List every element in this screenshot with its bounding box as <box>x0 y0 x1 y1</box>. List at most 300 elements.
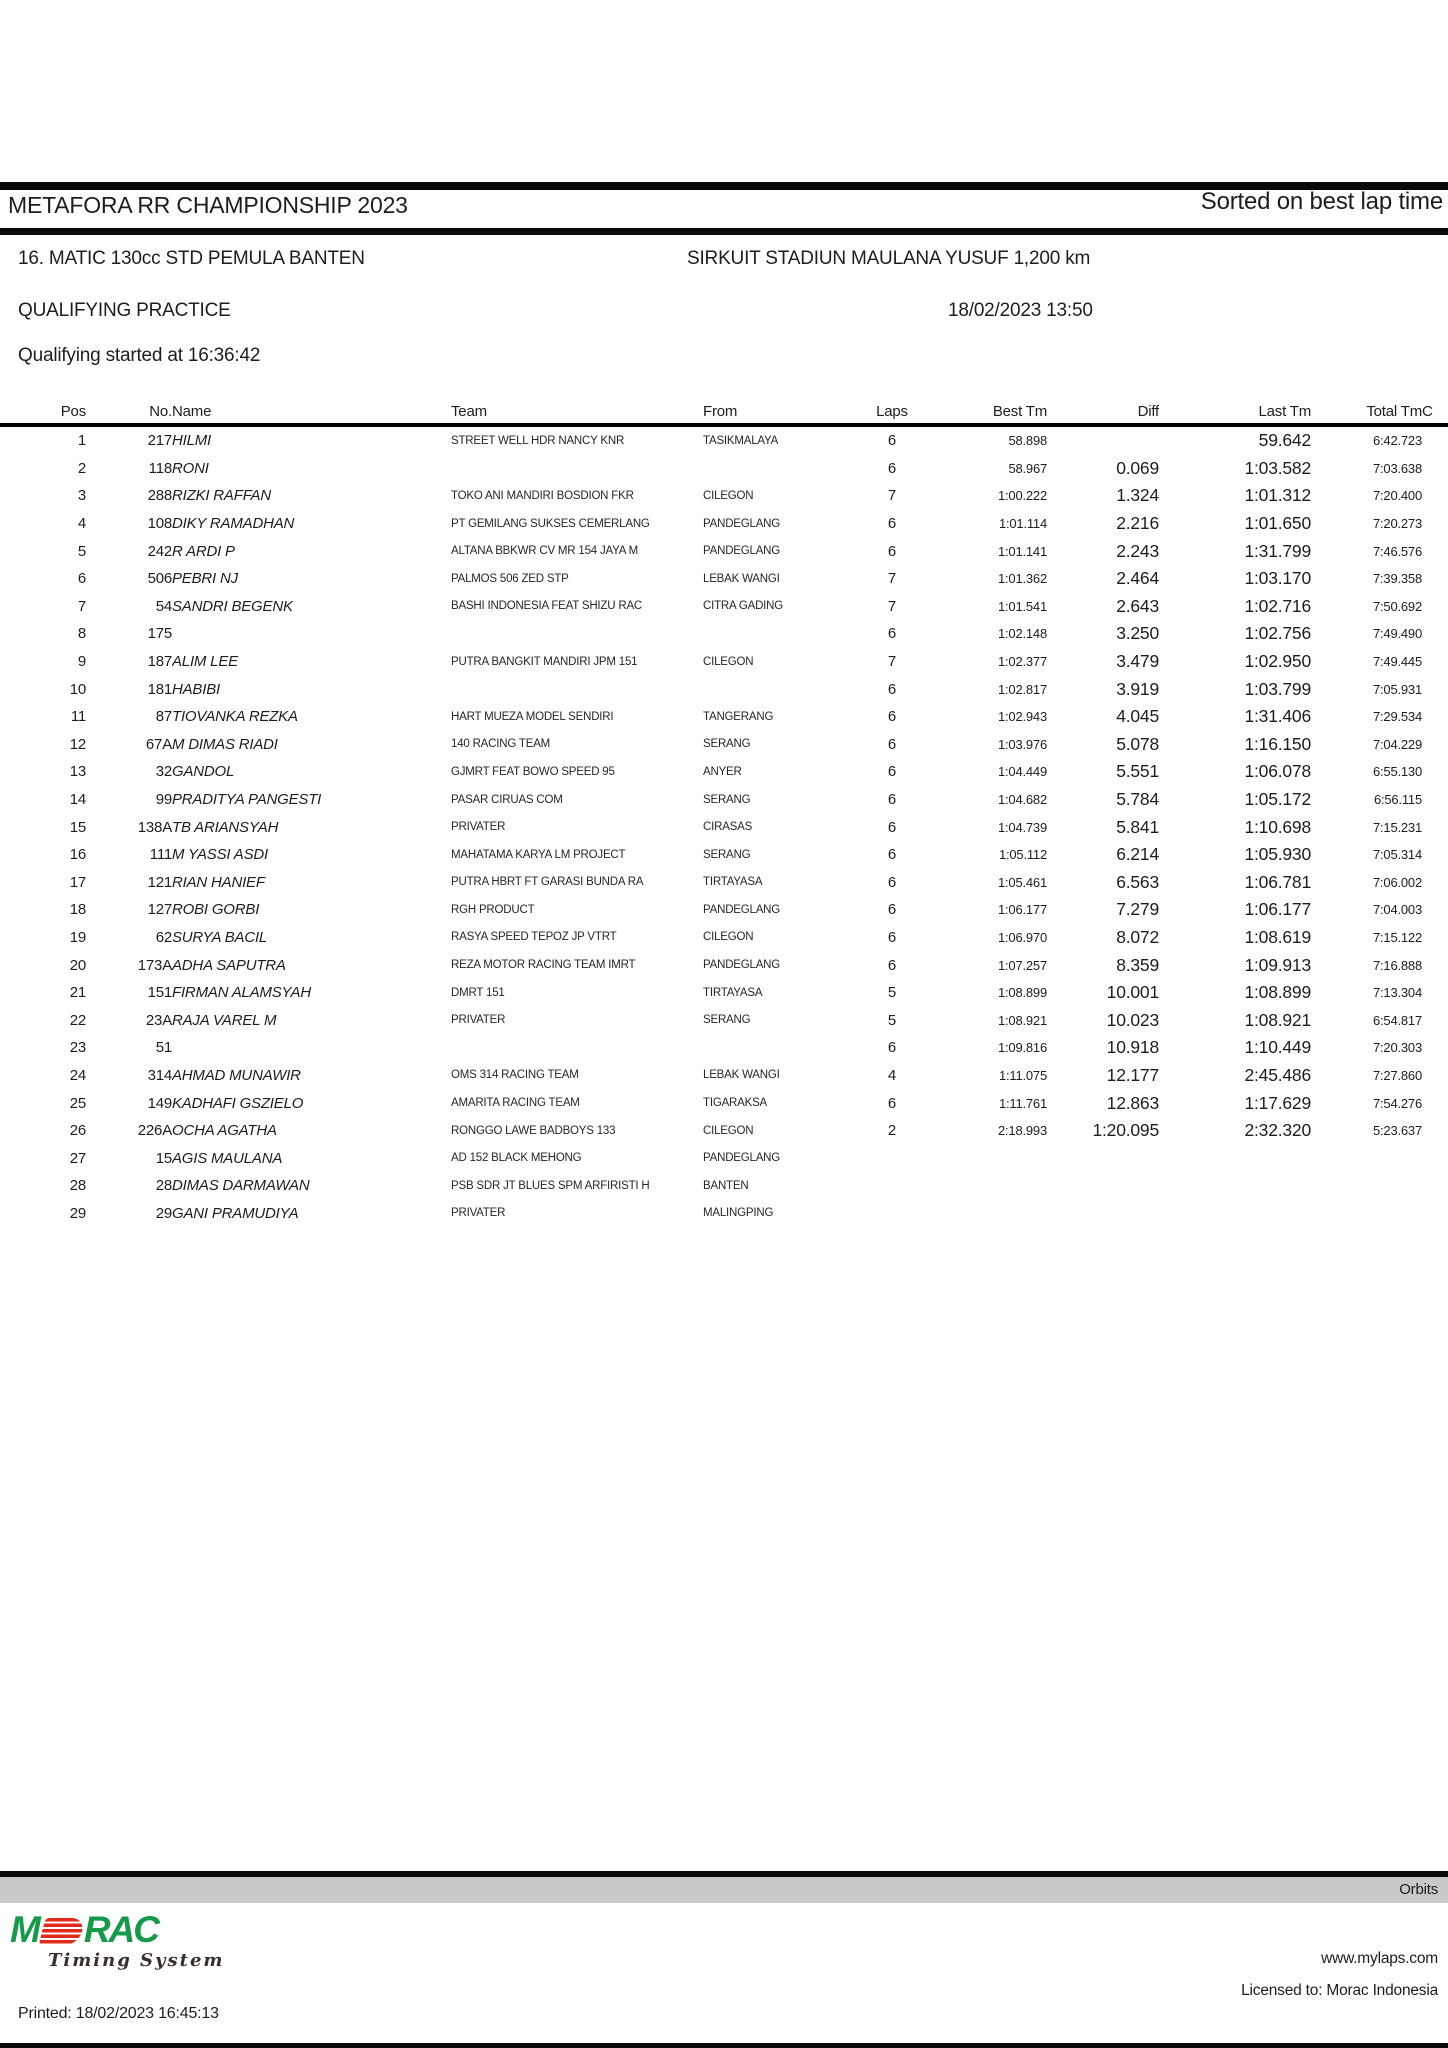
cell-team: PSB SDR JT BLUES SPM ARFIRISTI H <box>451 1179 650 1192</box>
cell-best: 1:04.739 <box>997 819 1047 835</box>
cell-diff <box>1047 1144 1159 1172</box>
cell-best: 1:07.257 <box>997 957 1047 973</box>
cell-pos: 29 <box>69 1204 86 1222</box>
cell-from <box>703 675 848 703</box>
cell-cls <box>1422 1172 1448 1200</box>
cell-cls <box>1422 648 1448 676</box>
cell-laps: 2 <box>887 1122 897 1140</box>
cell-best: 1:02.817 <box>997 681 1047 697</box>
cell-diff: 3.479 <box>1116 651 1159 672</box>
cell-cls <box>1422 924 1448 952</box>
cell-best <box>936 1172 1047 1200</box>
cell-best: 1:05.112 <box>998 847 1047 863</box>
cell-name: SANDRI BEGENK <box>172 597 293 615</box>
cell-laps: 6 <box>887 846 897 864</box>
cell-last: 1:10.449 <box>1244 1037 1311 1058</box>
cell-from: SERANG <box>703 738 751 751</box>
cell-best: 1:04.449 <box>997 764 1047 780</box>
cell-pos: 6 <box>77 570 86 588</box>
cell-name: R ARDI P <box>172 542 235 560</box>
cell-name: DIKY RAMADHAN <box>172 515 295 533</box>
session-name: QUALIFYING PRACTICE <box>18 300 231 321</box>
cell-laps: 6 <box>887 680 897 698</box>
cell-pos: 16 <box>69 846 86 864</box>
cell-pos: 14 <box>69 791 86 809</box>
cell-laps: 6 <box>887 515 897 533</box>
cell-name: HABIBI <box>172 680 220 698</box>
cell-last: 2:45.486 <box>1244 1064 1311 1085</box>
cell-last: 1:08.619 <box>1244 926 1311 947</box>
cell-no: 51 <box>155 1039 172 1057</box>
cell-cls <box>1422 703 1448 731</box>
header-name: Name <box>172 403 212 420</box>
cell-total: 7:15.231 <box>1372 819 1422 835</box>
cell-no: 15 <box>155 1149 172 1167</box>
orbits-bar <box>0 1877 1448 1903</box>
cell-cls <box>1422 731 1448 759</box>
cell-total: 7:54.276 <box>1372 1095 1422 1111</box>
table-row <box>0 951 1448 979</box>
cell-no: 173A <box>137 956 172 974</box>
cell-name: SURYA BACIL <box>172 928 268 946</box>
started-note: Qualifying started at 16:36:42 <box>18 345 261 366</box>
header-from: From <box>703 403 738 420</box>
cell-cls <box>1422 869 1448 897</box>
cell-total: 7:06.002 <box>1372 874 1422 890</box>
table-row <box>0 593 1448 621</box>
header-last-tm: Last Tm <box>1258 403 1311 420</box>
cell-total: 7:05.314 <box>1372 847 1422 863</box>
cell-name: ROBI GORBI <box>172 901 260 919</box>
cell-last: 1:01.312 <box>1244 485 1311 506</box>
cell-name: RIAN HANIEF <box>172 873 265 891</box>
cell-best: 1:06.177 <box>997 902 1047 918</box>
cell-diff: 12.177 <box>1106 1064 1159 1085</box>
cell-no: 288 <box>147 487 172 505</box>
cell-best <box>936 1200 1047 1228</box>
cell-from: TIGARAKSA <box>703 1097 768 1110</box>
cell-team: RASYA SPEED TEPOZ JP VTRT <box>451 931 617 944</box>
event-title: METAFORA RR CHAMPIONSHIP 2023 <box>8 192 408 218</box>
cell-team: MAHATAMA KARYA LM PROJECT <box>451 848 626 861</box>
cell-cls <box>1422 537 1448 565</box>
cell-total: 7:49.445 <box>1372 654 1422 670</box>
cell-from: CILEGON <box>703 489 754 502</box>
cell-diff: 10.918 <box>1106 1037 1159 1058</box>
cell-pos: 15 <box>69 818 86 836</box>
cell-cls <box>1422 758 1448 786</box>
cell-best: 1:11.075 <box>998 1067 1047 1083</box>
cell-best: 1:01.114 <box>998 516 1047 532</box>
cell-name: RAJA VAREL M <box>172 1011 277 1029</box>
cell-pos: 26 <box>69 1122 86 1140</box>
cell-no: 121 <box>147 873 172 891</box>
header-no: No. <box>149 403 172 420</box>
cell-best: 1:02.377 <box>997 654 1047 670</box>
cell-no: 151 <box>147 984 172 1002</box>
table-row <box>0 841 1448 869</box>
cell-total: 7:20.273 <box>1372 516 1422 532</box>
table-row <box>0 786 1448 814</box>
cell-total: 5:23.637 <box>1372 1123 1422 1139</box>
cell-last: 1:08.899 <box>1244 982 1311 1003</box>
banner-bottom-rule <box>0 228 1448 235</box>
cell-team: PRIVATER <box>451 1014 506 1027</box>
cell-cls <box>1422 1200 1448 1228</box>
table-row <box>0 758 1448 786</box>
cell-no: 99 <box>155 791 172 809</box>
cell-name: RIZKI RAFFAN <box>172 487 271 505</box>
cell-cls <box>1422 1144 1448 1172</box>
cell-no: 226A <box>137 1122 172 1140</box>
cell-name: PRADITYA PANGESTI <box>172 791 322 809</box>
cell-no: 111 <box>149 846 172 864</box>
cell-pos: 13 <box>69 763 86 781</box>
cell-name: TIOVANKA REZKA <box>172 708 298 726</box>
cell-best: 1:06.970 <box>997 929 1047 945</box>
cell-total: 7:20.303 <box>1372 1040 1422 1056</box>
cell-from: CILEGON <box>703 1124 754 1137</box>
cell-no: 314 <box>147 1066 172 1084</box>
cell-no: 127 <box>147 901 172 919</box>
cell-diff: 3.250 <box>1116 623 1159 644</box>
cell-name: M DIMAS RIADI <box>172 735 278 753</box>
cell-cls <box>1422 841 1448 869</box>
cell-diff: 7.279 <box>1116 899 1159 920</box>
cell-best: 1:09.816 <box>997 1040 1047 1056</box>
table-row <box>0 537 1448 565</box>
table-row <box>0 731 1448 759</box>
cell-pos: 18 <box>69 901 86 919</box>
cell-last: 1:06.177 <box>1244 899 1311 920</box>
cell-best: 1:00.222 <box>997 488 1047 504</box>
cell-diff: 2.464 <box>1116 568 1159 589</box>
cell-best: 1:01.541 <box>997 598 1047 614</box>
cell-team: HART MUEZA MODEL SENDIRI <box>451 710 614 723</box>
cell-cls <box>1422 1089 1448 1117</box>
cell-laps: 6 <box>887 735 897 753</box>
cell-total <box>1311 1200 1422 1228</box>
cell-pos: 24 <box>69 1066 86 1084</box>
cell-from: LEBAK WANGI <box>703 1069 780 1082</box>
cell-team: 140 RACING TEAM <box>451 738 551 751</box>
cell-total <box>1311 1172 1422 1200</box>
table-row <box>0 425 1448 455</box>
cell-last: 1:02.716 <box>1244 595 1311 616</box>
cell-name: KADHAFI GSZIELO <box>172 1094 304 1112</box>
cell-from: CILEGON <box>703 655 754 668</box>
cell-team: PUTRA BANGKIT MANDIRI JPM 151 <box>451 655 638 668</box>
cell-from: SERANG <box>703 848 751 861</box>
cell-last: 59.642 <box>1258 430 1311 451</box>
cell-from: SERANG <box>703 793 751 806</box>
cell-no: 506 <box>147 570 172 588</box>
cell-diff: 5.078 <box>1116 733 1159 754</box>
cell-diff: 8.072 <box>1116 926 1159 947</box>
cell-name: TB ARIANSYAH <box>172 818 279 836</box>
cell-total: 6:54.817 <box>1372 1012 1422 1028</box>
table-row <box>0 979 1448 1007</box>
cell-last: 1:09.913 <box>1244 954 1311 975</box>
cell-from: BANTEN <box>703 1179 749 1192</box>
cell-team: RONGGO LAWE BADBOYS 133 <box>451 1124 616 1137</box>
cell-no: 23A <box>145 1011 172 1029</box>
table-row <box>0 510 1448 538</box>
cell-total: 7:29.534 <box>1372 709 1422 725</box>
cell-pos: 22 <box>69 1011 86 1029</box>
cell-team: AMARITA RACING TEAM <box>451 1097 580 1110</box>
cell-from: MALINGPING <box>703 1207 774 1220</box>
results-body <box>0 425 1448 1227</box>
cell-from: SERANG <box>703 1014 751 1027</box>
cell-from: LEBAK WANGI <box>703 572 780 585</box>
cell-total: 6:42.723 <box>1372 433 1422 449</box>
cell-no: 62 <box>155 928 172 946</box>
cell-cls <box>1422 951 1448 979</box>
header-pos: Pos <box>60 403 86 420</box>
table-row <box>0 703 1448 731</box>
cell-total: 7:49.490 <box>1372 626 1422 642</box>
cell-diff: 8.359 <box>1116 954 1159 975</box>
cell-pos: 23 <box>69 1039 86 1057</box>
cell-laps <box>848 1144 936 1172</box>
table-row <box>0 1006 1448 1034</box>
table-row <box>0 1200 1448 1228</box>
cell-diff <box>1047 1172 1159 1200</box>
cell-last: 1:03.799 <box>1244 678 1311 699</box>
cell-last: 1:06.078 <box>1244 761 1311 782</box>
class-name: 16. MATIC 130cc STD PEMULA BANTEN <box>18 248 365 269</box>
mylaps-url: www.mylaps.com <box>1321 1950 1438 1967</box>
cell-from: TASIKMALAYA <box>703 434 779 447</box>
cell-best: 2:18.993 <box>997 1123 1047 1139</box>
cell-pos: 9 <box>77 653 86 671</box>
header-diff: Diff <box>1137 403 1159 420</box>
cell-pos: 10 <box>69 680 86 698</box>
cell-cls <box>1422 675 1448 703</box>
table-row <box>0 455 1448 483</box>
cell-team: GJMRT FEAT BOWO SPEED 95 <box>451 765 615 778</box>
cell-from: PANDEGLANG <box>703 545 781 558</box>
cell-name <box>172 620 451 648</box>
cell-from: TANGERANG <box>703 710 774 723</box>
cell-last: 1:05.930 <box>1244 844 1311 865</box>
cell-laps: 6 <box>887 956 897 974</box>
cell-laps: 4 <box>887 1066 897 1084</box>
cell-team <box>451 675 703 703</box>
table-row <box>0 1062 1448 1090</box>
cell-from <box>703 455 848 483</box>
cell-cls <box>1422 786 1448 814</box>
cell-cls <box>1422 425 1448 455</box>
cell-laps: 6 <box>887 873 897 891</box>
cell-name: M YASSI ASDI <box>172 846 268 864</box>
cell-best: 1:02.943 <box>997 709 1047 725</box>
orbits-label: Orbits <box>1399 1881 1438 1898</box>
cell-from: TIRTAYASA <box>703 876 763 889</box>
cell-team: ALTANA BBKWR CV MR 154 JAYA M <box>451 545 638 558</box>
cell-total: 6:55.130 <box>1372 764 1422 780</box>
table-row <box>0 648 1448 676</box>
table-row <box>0 675 1448 703</box>
cell-best: 1:11.761 <box>998 1095 1047 1111</box>
cell-pos: 28 <box>69 1177 86 1195</box>
cell-no: 217 <box>147 432 172 450</box>
cell-from: PANDEGLANG <box>703 1152 781 1165</box>
cell-pos: 25 <box>69 1094 86 1112</box>
cell-diff: 1:20.095 <box>1092 1120 1159 1141</box>
cell-diff: 5.551 <box>1116 761 1159 782</box>
results-table <box>0 394 1448 1227</box>
cell-cls <box>1422 510 1448 538</box>
cell-last: 1:03.582 <box>1244 457 1311 478</box>
morac-striped-o-icon <box>38 1918 85 1945</box>
cell-last: 1:02.756 <box>1244 623 1311 644</box>
licensed-to: Licensed to: Morac Indonesia <box>1241 1982 1438 1999</box>
cell-last <box>1159 1200 1311 1228</box>
cell-no: 187 <box>147 653 172 671</box>
cell-no: 175 <box>147 625 172 643</box>
table-row <box>0 869 1448 897</box>
cell-total: 7:16.888 <box>1372 957 1422 973</box>
cell-name: ADHA SAPUTRA <box>172 956 286 974</box>
cell-last: 1:03.170 <box>1244 568 1311 589</box>
cell-no: 28 <box>155 1177 172 1195</box>
cell-laps: 7 <box>887 570 897 588</box>
cell-team: AD 152 BLACK MEHONG <box>451 1152 582 1165</box>
cell-laps: 6 <box>887 459 897 477</box>
cell-no: 54 <box>155 597 172 615</box>
cell-team <box>451 620 703 648</box>
cell-best: 1:05.461 <box>997 874 1047 890</box>
cell-name: AHMAD MUNAWIR <box>172 1066 301 1084</box>
cell-best: 1:03.976 <box>997 736 1047 752</box>
morac-logo <box>10 1909 225 1971</box>
cell-team: PALMOS 506 ZED STP <box>451 572 569 585</box>
morac-tagline: Timing System <box>48 1950 225 1971</box>
cell-pos: 7 <box>77 597 86 615</box>
cell-last: 1:16.150 <box>1244 733 1311 754</box>
cell-diff: 2.216 <box>1116 513 1159 534</box>
cell-pos: 11 <box>70 708 86 726</box>
cell-team <box>451 455 703 483</box>
cell-diff: 5.841 <box>1116 816 1159 837</box>
cell-pos: 17 <box>69 873 86 891</box>
sort-note: Sorted on best lap time <box>1200 188 1443 215</box>
cell-team: RGH PRODUCT <box>451 903 535 916</box>
cell-diff: 10.001 <box>1106 982 1159 1003</box>
cell-name: RONI <box>172 459 209 477</box>
cell-laps <box>848 1200 936 1228</box>
table-row <box>0 565 1448 593</box>
table-row <box>0 813 1448 841</box>
cell-team: BASHI INDONESIA FEAT SHIZU RAC <box>451 600 643 613</box>
header-laps: Laps <box>876 403 908 420</box>
cell-team <box>451 1034 703 1062</box>
cell-name: GANDOL <box>172 763 235 781</box>
table-row <box>0 1172 1448 1200</box>
cell-total: 7:15.122 <box>1372 929 1422 945</box>
cell-diff: 2.243 <box>1116 540 1159 561</box>
cell-laps: 6 <box>887 763 897 781</box>
cell-last: 1:06.781 <box>1244 871 1311 892</box>
cell-laps: 6 <box>887 708 897 726</box>
cell-team: STREET WELL HDR NANCY KNR <box>451 434 625 447</box>
printed-timestamp: Printed: 18/02/2023 16:45:13 <box>18 2005 219 2022</box>
cell-cls <box>1422 1006 1448 1034</box>
cell-pos: 8 <box>77 625 86 643</box>
cell-name: AGIS MAULANA <box>172 1149 283 1167</box>
cell-pos: 3 <box>77 487 86 505</box>
cell-diff <box>1047 1200 1159 1228</box>
cell-laps: 6 <box>887 818 897 836</box>
header-total-tm: Total Tm <box>1366 403 1422 420</box>
cell-cls <box>1422 896 1448 924</box>
cell-laps: 7 <box>887 653 897 671</box>
cell-no: 242 <box>147 542 172 560</box>
cell-pos: 4 <box>77 515 86 533</box>
cell-diff: 2.643 <box>1116 595 1159 616</box>
cell-from <box>703 1034 848 1062</box>
page-bottom-rule <box>0 2043 1448 2048</box>
cell-name: GANI PRAMUDIYA <box>172 1204 299 1222</box>
cell-last: 1:08.921 <box>1244 1009 1311 1030</box>
cell-cls <box>1422 593 1448 621</box>
cell-cls <box>1422 1062 1448 1090</box>
cell-last <box>1159 1144 1311 1172</box>
cell-from: CITRA GADING <box>703 600 784 613</box>
cell-last: 1:05.172 <box>1244 789 1311 810</box>
cell-best: 1:08.899 <box>997 985 1047 1001</box>
cell-laps: 6 <box>887 542 897 560</box>
cell-total: 7:05.931 <box>1372 681 1422 697</box>
cell-from: PANDEGLANG <box>703 517 781 530</box>
cell-no: 108 <box>147 515 172 533</box>
cell-cls <box>1422 620 1448 648</box>
cell-pos: 5 <box>77 542 86 560</box>
cell-best: 1:01.362 <box>997 571 1047 587</box>
cell-team: OMS 314 RACING TEAM <box>451 1069 579 1082</box>
cell-last: 1:01.650 <box>1244 513 1311 534</box>
cell-last <box>1159 1172 1311 1200</box>
cell-team: PASAR CIRUAS COM <box>451 793 563 806</box>
cell-total: 6:56.115 <box>1373 792 1422 808</box>
cell-cls <box>1422 1117 1448 1145</box>
cell-diff: 1.324 <box>1116 485 1159 506</box>
cell-laps: 6 <box>887 1039 897 1057</box>
header-best-tm: Best Tm <box>992 403 1047 420</box>
cell-laps: 6 <box>887 625 897 643</box>
cell-total: 7:04.229 <box>1372 736 1422 752</box>
cell-cls <box>1422 1034 1448 1062</box>
cell-from <box>703 620 848 648</box>
cell-last: 1:17.629 <box>1244 1092 1311 1113</box>
table-row <box>0 896 1448 924</box>
cell-name: OCHA AGATHA <box>172 1122 277 1140</box>
cell-diff: 5.784 <box>1116 789 1159 810</box>
cell-laps: 5 <box>887 984 897 1002</box>
cell-diff: 12.863 <box>1106 1092 1159 1113</box>
cell-laps: 6 <box>887 791 897 809</box>
cell-laps: 7 <box>887 597 897 615</box>
cell-best: 1:02.148 <box>997 626 1047 642</box>
cell-cls <box>1422 813 1448 841</box>
morac-wordmark <box>10 1909 224 1950</box>
cell-laps: 6 <box>887 928 897 946</box>
cell-name <box>172 1034 451 1062</box>
cell-team: REZA MOTOR RACING TEAM IMRT <box>451 959 636 972</box>
cell-no: 138A <box>137 818 172 836</box>
